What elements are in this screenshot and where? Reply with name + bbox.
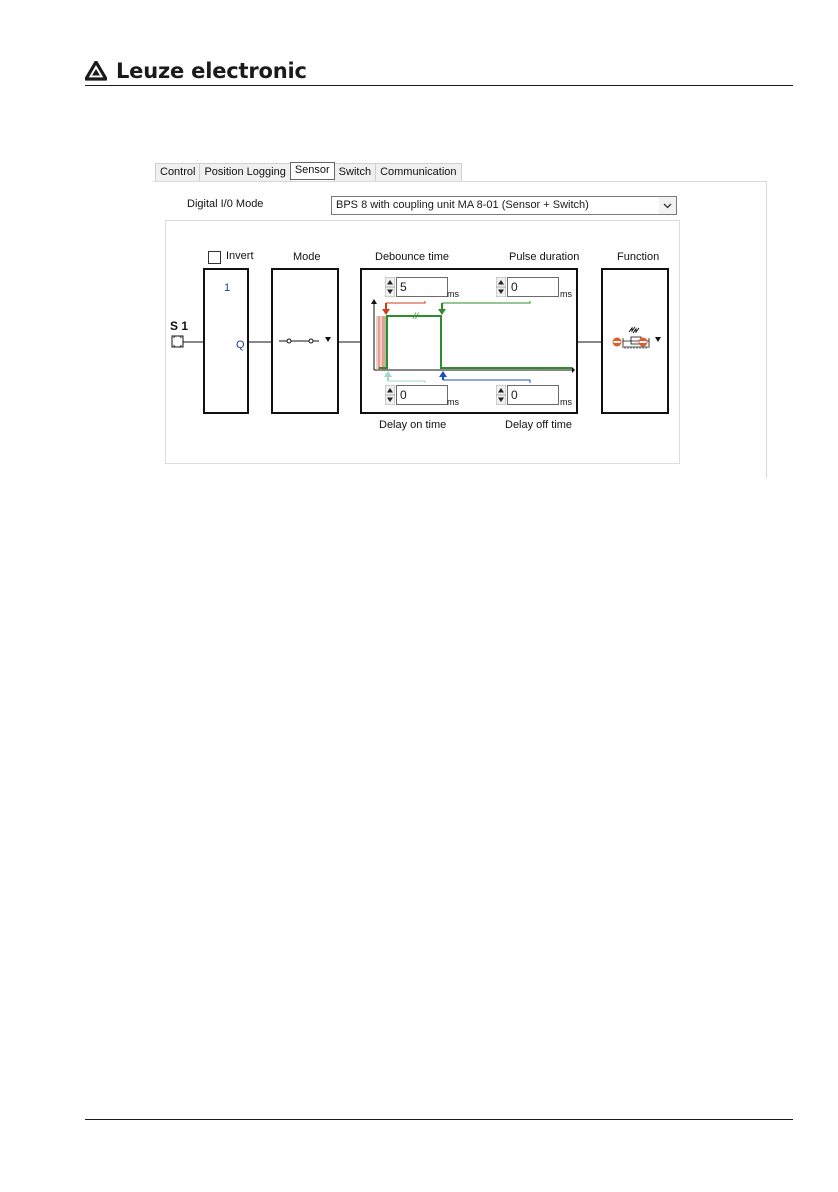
pulse-unit: ms (560, 289, 572, 299)
digital-io-mode-value: BPS 8 with coupling unit MA 8-01 (Sensor + Switch) (336, 199, 589, 211)
position-function-icon (613, 327, 650, 349)
tab-sensor[interactable]: Sensor (290, 162, 335, 180)
function-dropdown-icon (655, 337, 661, 342)
tab-communication[interactable]: Communication (375, 163, 461, 181)
invert-label: Invert (226, 250, 254, 262)
delay-on-unit: ms (447, 397, 459, 407)
tab-position-logging[interactable]: Position Logging (199, 163, 290, 181)
delay-off-unit: ms (560, 397, 572, 407)
tab-switch[interactable]: Switch (334, 163, 376, 181)
delay-on-arrow-icon (384, 371, 392, 377)
mode-dropdown-icon (325, 337, 331, 342)
footer-rule (85, 1119, 793, 1120)
sensor-config-screenshot (153, 161, 767, 478)
function-label: Function (617, 251, 660, 263)
debounce-unit: ms (447, 289, 459, 299)
brand-logo (85, 58, 307, 84)
delay-off-label: Delay off time (505, 419, 573, 431)
break-mark: // (413, 311, 419, 321)
logic-value: 1 (224, 282, 231, 294)
leuze-triangle-icon (85, 61, 107, 81)
delay-on-label: Delay on time (379, 419, 447, 431)
header-rule (85, 85, 793, 86)
pulse-label: Pulse duration (509, 251, 580, 263)
pulse-input[interactable]: 0 (507, 277, 559, 297)
input-s1-label: S 1 (170, 319, 189, 333)
delay-off-arrow-icon (439, 371, 447, 377)
input-bounce-pulses (377, 316, 385, 370)
pulse-arrow-icon (438, 309, 446, 315)
signal-diagram (153, 161, 767, 478)
brand-name: Leuze electronic (116, 59, 307, 83)
delay-on-input[interactable]: 0 (396, 385, 448, 405)
switch-icon (279, 339, 319, 343)
delay-off-input[interactable]: 0 (507, 385, 559, 405)
output-waveform (379, 316, 572, 368)
debounce-arrow-icon (382, 309, 390, 315)
logic-output-label: Q (236, 339, 245, 351)
tab-control[interactable]: Control (155, 163, 200, 181)
debounce-input[interactable]: 5 (396, 277, 448, 297)
mode-label: Mode (293, 251, 321, 263)
debounce-label: Debounce time (375, 251, 449, 263)
digital-io-label: Digital I/0 Mode (187, 198, 264, 210)
